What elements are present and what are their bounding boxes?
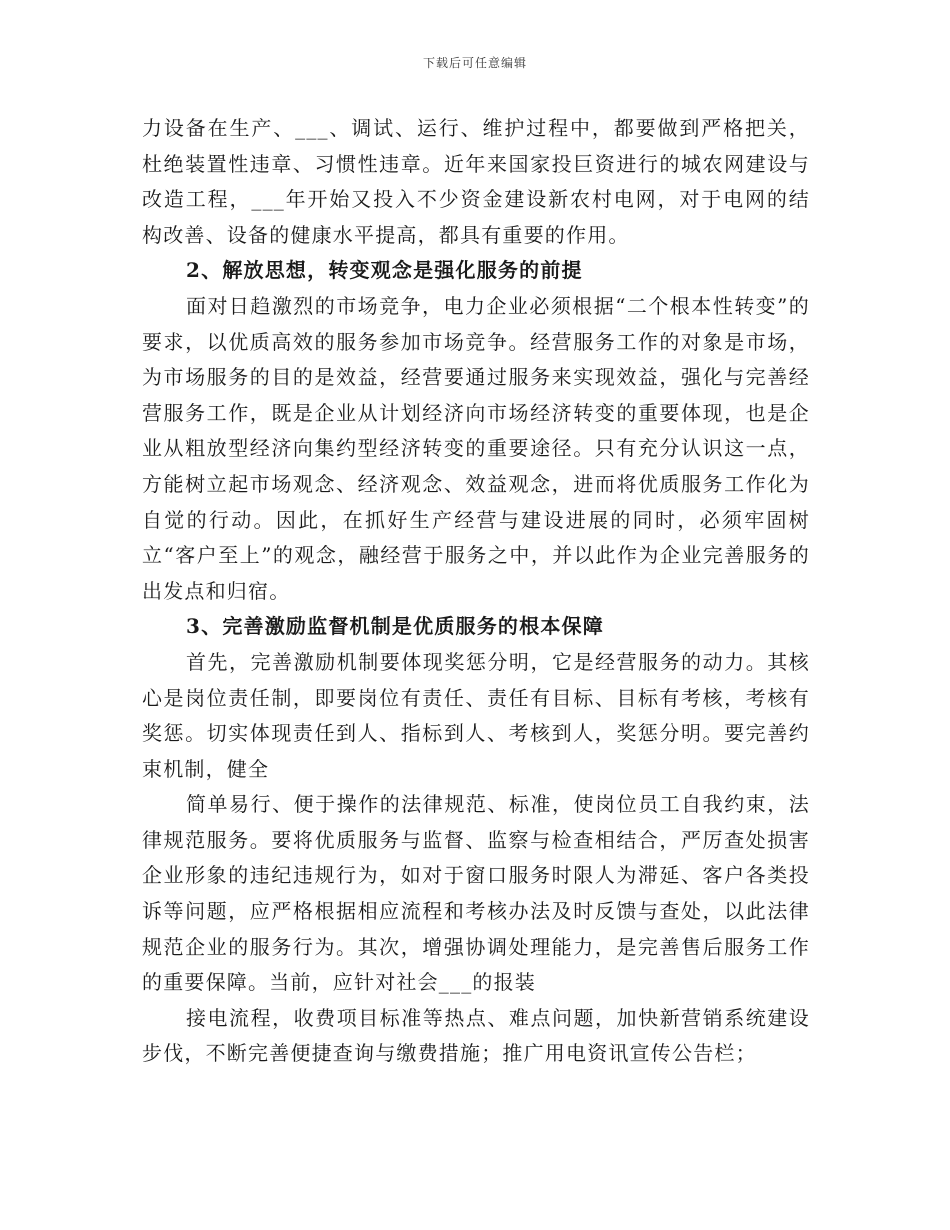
paragraph: 简单易行、便于操作的法律规范、标准，使岗位员工自我约束，法律规范服务。要将优质服务与监督、监察与检查相结合，严厉查处损害企业形象的违纪违规行为，如对于窗口服务时限人为滞延、客户各类投诉等问题，应严格根据相应流程和考核办法及时反馈与查处，以此法律规范企业的服务行为。其次，增强协调处理能力，是完善售后服务工作的重要保障。当前，应针对社会___的报装 [142,792,810,995]
paragraph-continued: 力设备在生产、___、调试、运行、维护过程中，都要做到严格把关，杜绝装置性违章、习惯性违章。近年来国家投巨资进行的城农网建设与改造工程，___年开始又投入不少资金建设新农村电网，对于电网的结构改善、设备的健康水平提高，都具有重要的作用。 [142,116,810,247]
section-heading-2: 2、解放思想，转变观念是强化服务的前提 [186,258,583,283]
paragraph: 接电流程，收费项目标准等热点、难点问题，加快新营销系统建设步伐，不断完善便捷查询与缴费措施；推广用电资讯宣传公告栏； [142,1005,810,1066]
paragraph: 面对日趋激烈的市场竞争，电力企业必须根据“二个根本性转变”的要求，以优质高效的服务参加市场竞争。经营服务工作的对象是市场，为市场服务的目的是效益，经营要通过服务来实现效益，强化与完善经营服务工作，既是企业从计划经济向市场经济转变的重要体现，也是企业从粗放型经济向集约型经济转变的重要途径。只有充分认识这一点，方能树立起市场观念、经济观念、效益观念，进而将优质服务工作化为自觉的行动。因此，在抓好生产经营与建设进展的同时，必须牢固树立“客户至上”的观念，融经营于服务之中，并以此作为企业完善服务的出发点和归宿。 [142,293,810,603]
section-heading-3: 3、完善激励监督机制是优质服务的根本保障 [186,614,604,639]
document-body [142,111,810,1072]
page-header: 下载后可任意编辑 [422,56,527,70]
paragraph: 首先，完善激励机制要体现奖惩分明，它是经营服务的动力。其核心是岗位责任制，即要岗位有责任、责任有目标、目标有考核，考核有奖惩。切实体现责任到人、指标到人、考核到人，奖惩分明。要完善约束机制，健全 [142,649,810,781]
